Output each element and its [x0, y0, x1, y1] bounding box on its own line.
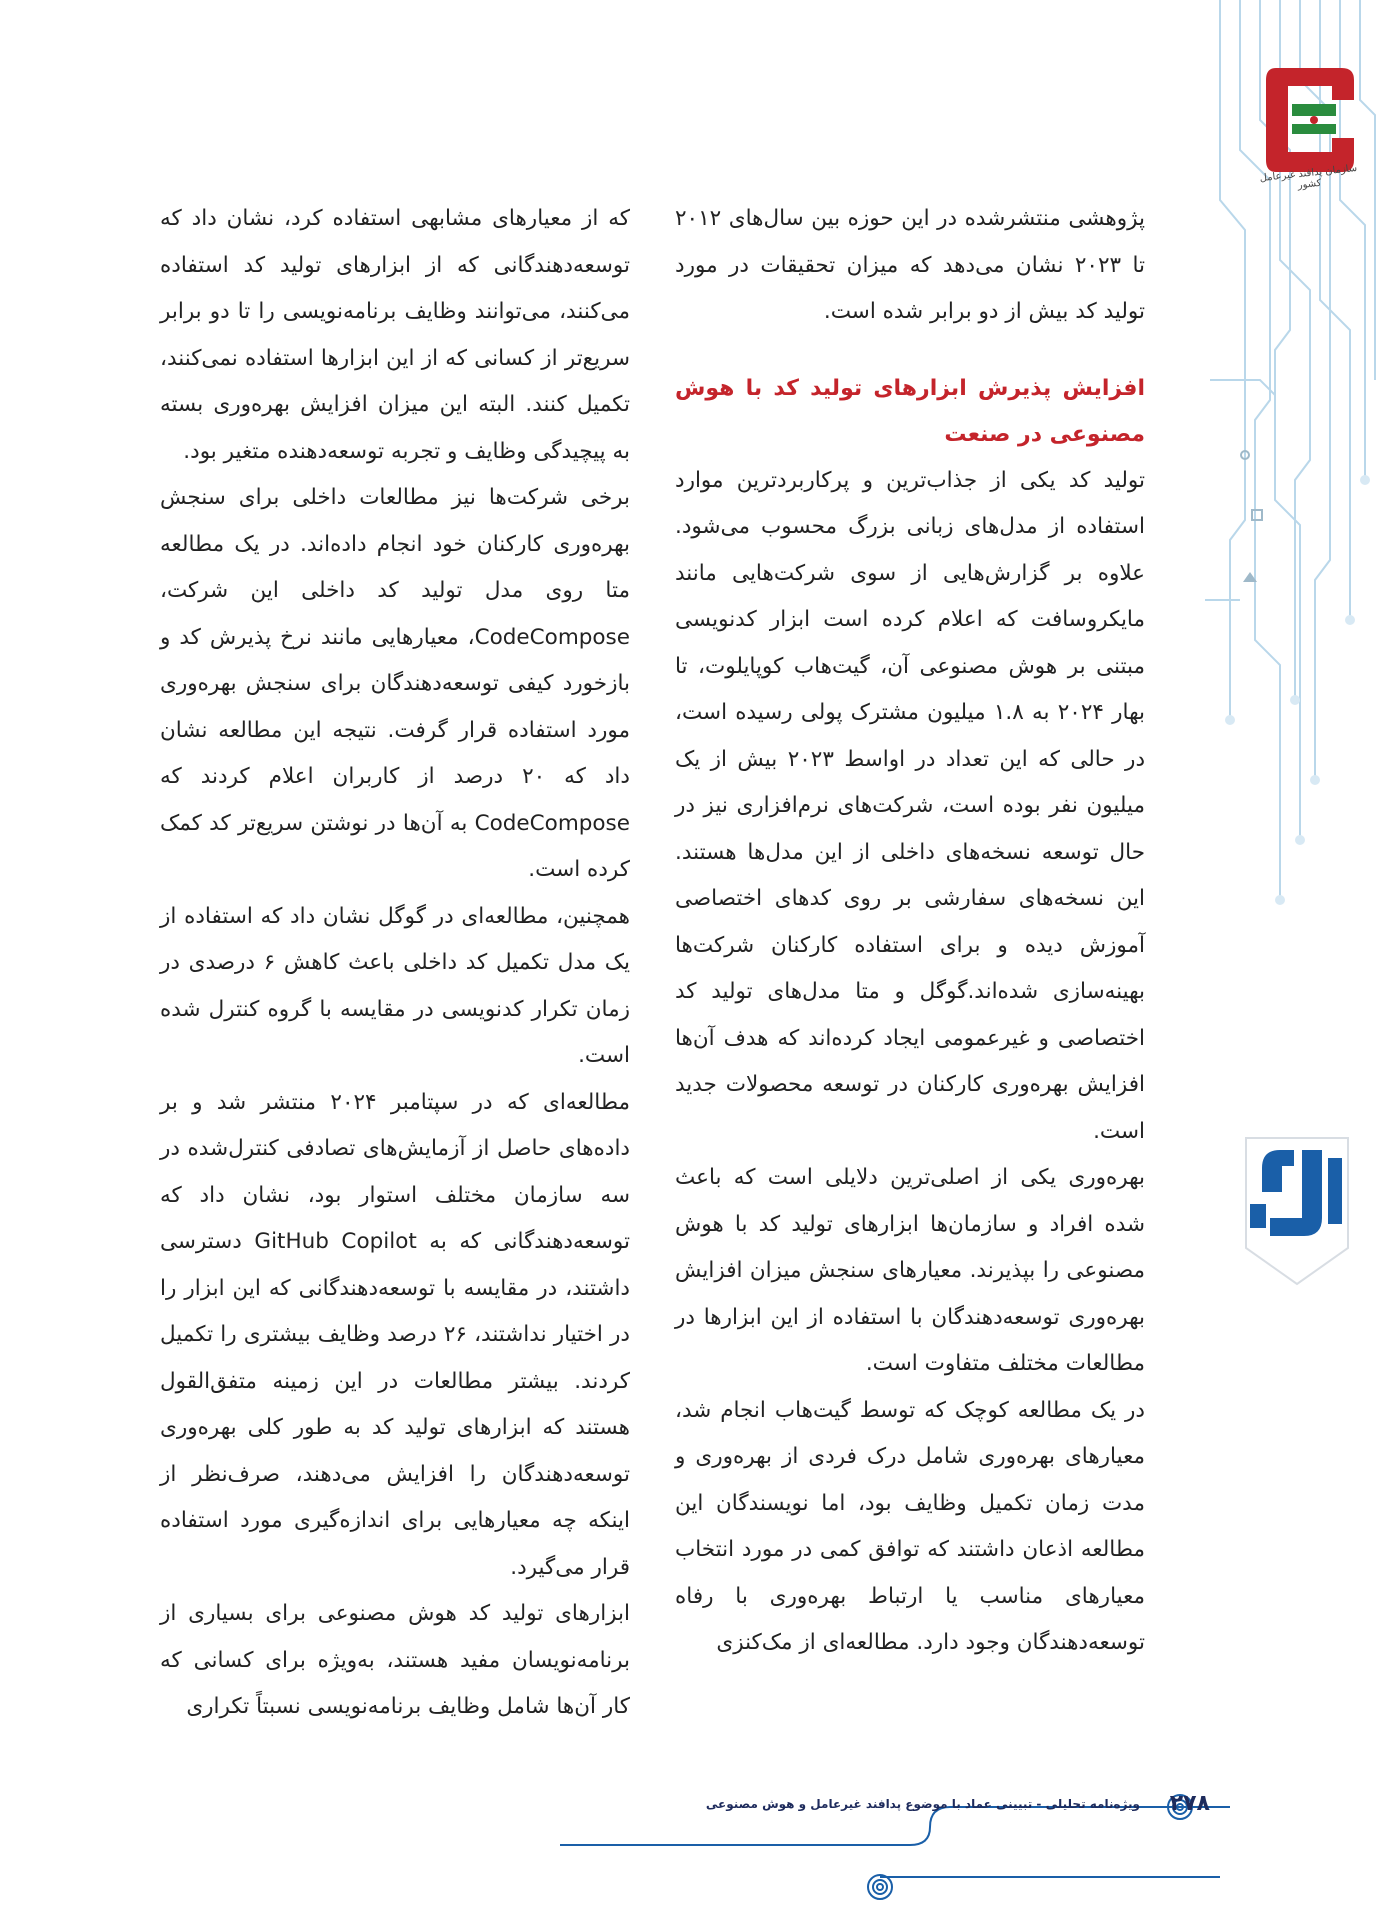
paragraph: که از معیارهای مشابهی استفاده کرد، نشان داد که توسعه‌دهندگانی که از ابزارهای تولید کد استفاده می‌کنند، می‌توانند وظایف برنامه‌نویسی را تا دو برابر سریع‌تر از کسانی که از این ابزارها استفاده نمی‌کنند، تکمیل کنند. البته این میزان افزایش بهره‌وری بسته به پیچیدگی وظایف و تجربه توسعه‌دهنده متغیر بود.	[160, 206, 630, 464]
paragraph: برخی شرکت‌ها نیز مطالعات داخلی برای سنجش بهره‌وری کارکنان خود انجام داده‌اند. در یک مطالعه متا روی مدل تولید کد داخلی این شرکت، CodeCompose، معیارهایی مانند نرخ پذیرش کد و بازخورد کیفی توسعه‌دهندگان برای سنجش بهره‌وری مورد استفاده قرار گرفت. نتیجه این مطالعه نشان داد که ۲۰ درصد از کاربران اعلام کردند که CodeCompose به آن‌ها در نوشتن سریع‌تر کد کمک کرده است.	[160, 485, 630, 882]
paragraph: مطالعه‌ای که در سپتامبر ۲۰۲۴ منتشر شد و بر داده‌های حاصل از آزمایش‌های تصادفی کنترل‌شده در سه سازمان مختلف استوار بود، نشان داد که توسعه‌دهندگانی که به GitHub Copilot دسترسی داشتند، در مقایسه با توسعه‌دهندگانی که این ابزار را در اختیار نداشتند، ۲۶ درصد وظایف بیشتری را تکمیل کردند. بیشتر مطالعات در این زمینه متفق‌القول هستند که ابزارهای تولید کد به طور کلی بهره‌وری توسعه‌دهندگان را افزایش می‌دهند، صرف‌نظر از اینکه چه معیارهایی برای اندازه‌گیری مورد استفاده قرار می‌گیرد.	[160, 1089, 630, 1580]
paragraph: تولید کد یکی از جذاب‌ترین و پرکاربردترین موارد استفاده از مدل‌های زبانی بزرگ محسوب می‌شود. علاوه بر گزارش‌هایی از سوی شرکت‌هایی مانند مایکروسافت که اعلام کرده است ابزار کدنویسی مبتنی بر هوش مصنوعی آن، گیت‌هاب کوپایلوت، تا بهار ۲۰۲۴ به ۱.۸ میلیون مشترک پولی رسیده است، در حالی که این تعداد در اواسط ۲۰۲۳ بیش از یک میلیون نفر بوده است، شرکت‌های نرم‌افزاری نیز در حال توسعه نسخه‌های داخلی از این مدل‌ها هستند. این نسخه‌های سفارشی بر روی کدهای اختصاصی آموزش دیده و برای استفاده کارکنان شرکت‌ها بهینه‌سازی شده‌اند.گوگل و متا مدل‌های تولید کد اختصاصی و غیرعمومی ایجاد کرده‌اند که هدف آن‌ها افزایش بهره‌وری کارکنان در توسعه محصولات جدید است.	[675, 467, 1146, 1144]
paragraph: ابزارهای تولید کد هوش مصنوعی برای بسیاری از برنامه‌نویسان مفید هستند، به‌ویژه برای کسانی که کار آن‌ها شامل وظایف برنامه‌نویسی نسبتاً تکراری	[160, 1601, 630, 1719]
section-heading: افزایش پذیرش ابزارهای تولید کد با هوش مصنوعی در صنعت	[675, 375, 1145, 447]
page-number: ۲۷۸	[1169, 1791, 1210, 1816]
paragraph: همچنین، مطالعه‌ای در گوگل نشان داد که استفاده از یک مدل تکمیل کد داخلی باعث کاهش ۶ درصدی در زمان تکرار کدنویسی در مقایسه با گروه کنترل شده است.	[160, 903, 631, 1068]
paragraph: پژوهشی منتشرشده در این حوزه بین سال‌های ۲۰۱۲ تا ۲۰۲۳ نشان می‌دهد که میزان تحقیقات در مورد تولید کد بیش از دو برابر شده است.	[675, 206, 1145, 324]
passive-defense-logo	[1262, 60, 1358, 180]
emad-logo	[1242, 1128, 1352, 1288]
organization-caption: سازمان پدافند غیرعامل کشور	[1259, 162, 1358, 192]
page-footer	[0, 1769, 1378, 1929]
left-text-column	[160, 196, 631, 1719]
footer-title: ویژه‌نامه تحلیلی - تبیینی عماد با موضوع پدافند غیرعامل و هوش مصنوعی	[705, 1797, 1140, 1811]
right-text-column	[675, 196, 1145, 1716]
paragraph: بهره‌وری یکی از اصلی‌ترین دلایلی است که باعث شده افراد و سازمان‌ها ابزارهای تولید کد با هوش مصنوعی را بپذیرند. معیارهای سنجش میزان افزایش بهره‌وری توسعه‌دهندگان با استفاده از این ابزارها در مطالعات مختلف متفاوت است.	[675, 1165, 1145, 1376]
paragraph: در یک مطالعه کوچک که توسط گیت‌هاب انجام شد، معیارهای بهره‌وری شامل درک فردی از بهره‌وری و مدت زمان تکمیل وظایف بود، اما نویسندگان این مطالعه اذعان داشتند که توافق کمی در مورد انتخاب معیارهای مناسب یا ارتباط بهره‌وری با رفاه توسعه‌دهندگان وجود دارد. مطالعه‌ای از مک‌کنزی	[675, 1397, 1145, 1655]
